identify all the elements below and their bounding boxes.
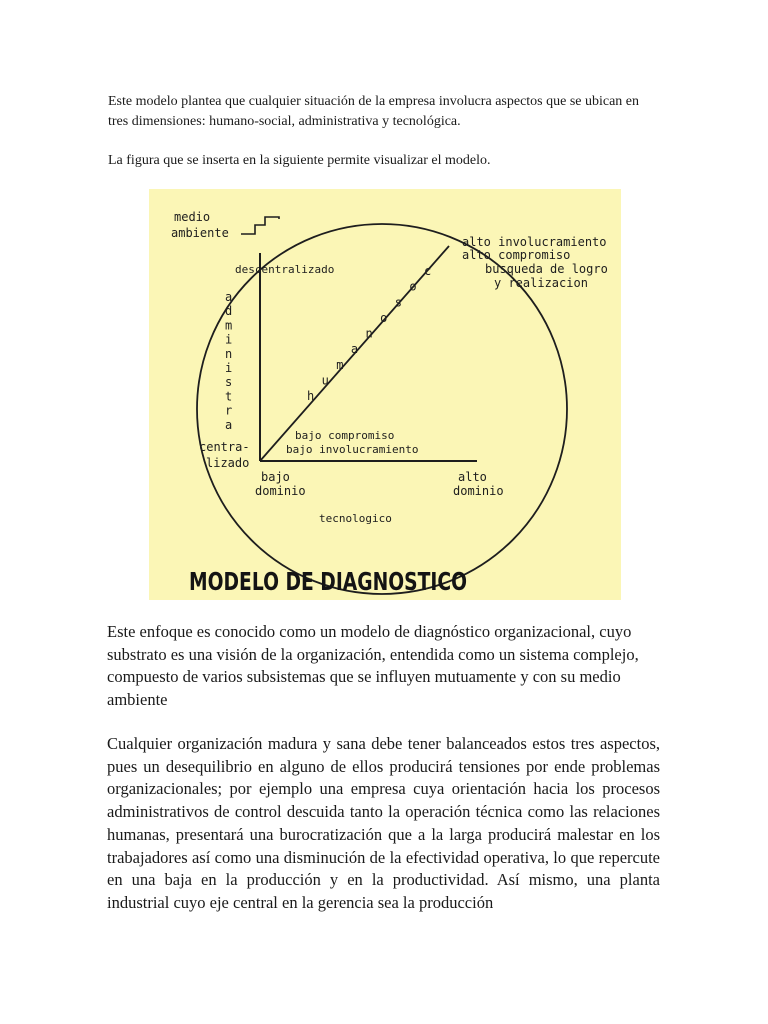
paragraph-diagnostic-approach: Este enfoque es conocido como un modelo de diagnóstico organizacional, cuyo substrato es una visión de la organización, entendida como un sistema complejo, compuesto de varios subsistemas que se influyen mutuamente y con su medio ambiente xyxy=(107,622,639,710)
humano-letter: h xyxy=(307,389,315,403)
humano-letter: o xyxy=(380,310,388,325)
administra-letter: m xyxy=(225,318,233,333)
humano-letter: a xyxy=(350,342,359,357)
label-alto: alto xyxy=(458,470,487,484)
diagnostic-model-figure xyxy=(149,189,621,600)
administra-letter: n xyxy=(225,346,233,361)
administra-letter: a xyxy=(225,417,233,432)
label-realizacion: y realizacion xyxy=(494,276,588,290)
humano-letter: c xyxy=(424,264,432,278)
label-busqueda-logro: busqueda de logro xyxy=(485,262,608,276)
label-descentralizado: descentralizado xyxy=(235,263,335,276)
administra-letter: i xyxy=(225,332,233,347)
humano-letter: s xyxy=(394,295,403,310)
label-alto-compromiso: alto compromiso xyxy=(462,248,571,262)
administra-letter: t xyxy=(225,389,233,404)
humano-letter: n xyxy=(365,326,373,341)
humano-letter: o xyxy=(409,279,417,294)
administra-vertical-label xyxy=(225,290,232,432)
administra-letter: d xyxy=(225,304,233,319)
environment-pointer xyxy=(241,217,279,234)
administra-letter: a xyxy=(225,290,233,304)
paragraph-balance: Cualquier organización madura y sana debe tener balanceados estos tres aspectos, pues un desequilibrio en alguno de ellos producirá tensiones por ende problemas organizacionales; por ejemplo una empresa cuya orientación hacia los procesos administrativos de control descuida tanto la operación técnica como las relaciones humanas, presentará una burocratización que a la larga producirá malestar en los trabajadores así como una disminución de la efectividad operativa, lo que repercute en una baja en la producción y en la productividad. Así mismo, una planta industrial cuyo eje central en la gerencia sea la producción xyxy=(107,734,660,912)
label-bajo-involucramiento: bajo involucramiento xyxy=(286,443,419,456)
administra-letter: r xyxy=(225,403,233,418)
figure-title: MODELO DE DIAGNOSTICO xyxy=(189,567,467,596)
humano-letter: m xyxy=(336,357,344,372)
label-lizado: lizado xyxy=(206,456,250,470)
administra-letter: s xyxy=(225,375,233,390)
label-ambiente: ambiente xyxy=(171,226,229,240)
intro-paragraph-figure: La figura que se inserta en la siguiente permite visualizar el modelo. xyxy=(108,153,491,168)
humano-social-diagonal-label xyxy=(307,264,431,403)
label-tecnologico: tecnologico xyxy=(319,512,392,525)
label-bajo: bajo xyxy=(261,470,290,484)
label-medio: medio xyxy=(174,210,211,224)
label-dominio-bajo: dominio xyxy=(255,484,306,498)
label-dominio-alto: dominio xyxy=(453,484,504,498)
label-bajo-compromiso: bajo compromiso xyxy=(295,429,395,442)
administra-letter: i xyxy=(225,361,233,375)
intro-paragraph-dimensions: Este modelo plantea que cualquier situación de la empresa involucra aspectos que se ubican en tres dimensiones: humano-social, administrativa y tecnológica. xyxy=(108,94,640,129)
humano-letter: u xyxy=(321,373,329,388)
label-centra: centra- xyxy=(199,440,250,454)
label-alto-involucramiento: alto involucramiento xyxy=(462,235,607,249)
